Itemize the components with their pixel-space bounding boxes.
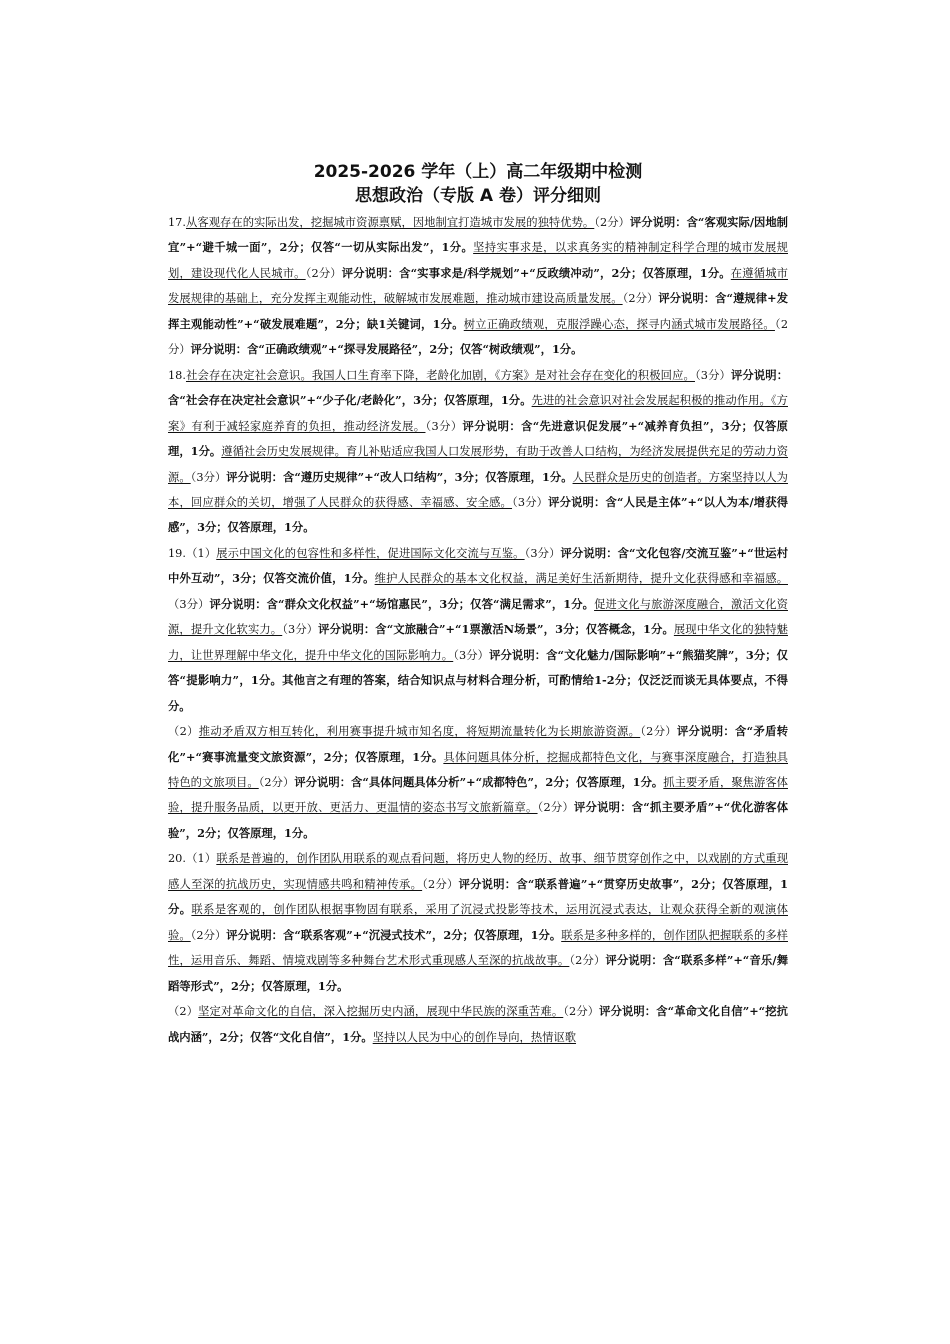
scoring-note: 评分说明：含“实事求是/科学规划”+“反政绩冲动”，2分；仅答原理，1分。 [341,265,731,280]
plain-text: （3分） [282,623,319,637]
scoring-note: 评分说明：含“革命文化自信”+“挖抗战内涵”，2分；仅答“文化自信”，1分。 [168,1004,788,1044]
answer-point: 坚持实事求是，以求真务实的精神制定科学合理的城市发展规划，建设现代化人民城市。 [168,241,788,280]
answer-point: 展现中华文化的独特魅力，让世界理解中华文化，提升中华文化的国际影响力。 [168,623,788,662]
answer-point: 在遵循城市发展规律的基础上，充分发挥主观能动性，破解城市发展难题，推动城市建设高质量发展。 [168,266,788,306]
plain-text: 18. [168,368,186,382]
answer-point: 人民群众是历史的创造者。方案坚持以人为本，回应群众的关切，增强了人民群众的获得感、幸福感、安全感。 [168,470,788,509]
plain-text: （3分） [694,368,731,382]
plain-text: （3分） [425,419,463,433]
plain-text: 17. [168,216,186,229]
document-page [168,160,788,1050]
plain-text: （2分） [305,266,342,280]
answer-point: 坚定对革命文化的自信，深入挖掘历史内涵，展现中华民族的深重苦难。 [198,1005,564,1019]
scoring-note: 评分说明：含“具体问题具体分析”+“成都特色”，2分；仅答原理，1分。 [294,774,664,789]
plain-text: （2） [168,1005,199,1019]
scoring-note: 评分说明：含“正确政绩观”+“探寻发展路径”，2分；仅答“树政绩观”，1分。 [190,342,583,357]
plain-text: （2分） [168,317,789,357]
scoring-note: 评分说明：含“群众文化权益”+“场馆惠民”，3分；仅答“满足需求”，1分。 [209,596,595,611]
question-paragraph [168,999,788,1050]
question-paragraph [168,363,788,541]
plain-text: （3分） [168,597,210,611]
scoring-note: 评分说明：含“客观实际/因地制宜”+“避千城一面”，2分；仅答“一切从实际出发”，1分。 [168,215,788,255]
scoring-note: 评分说明：含“文旅融合”+“1票激活N场景”，3分；仅答概念，1分。 [318,622,674,637]
scoring-note: 评分说明：含“人民是主体”+“以人为本/增获得感”，3分；仅答原理，1分。 [168,494,788,535]
plain-text: （3分） [453,648,490,662]
answer-point: 社会存在决定社会意识。我国人口生育率下降，老龄化加剧，《方案》是对社会存在变化的积极回应。 [185,368,695,382]
answer-point: 抓主要矛盾，聚焦游客体验，提升服务品质，以更开放、更活力、更温情的姿态书写文旅新篇章。 [168,775,788,815]
answer-point: 联系是客观的，创作团队根据事物固有联系，采用了沉浸式投影等技术，运用沉浸式表达，让观众获得全新的观演体验。 [168,903,788,942]
answer-point: 先进的社会意识对社会发展起积极的推动作用。 [531,394,771,408]
scoring-note: 评分说明：含“联系多样”+“音乐/舞蹈等形式”，2分；仅答原理，1分。 [168,953,788,993]
question-paragraph [168,846,788,999]
plain-text: （2分） [537,801,574,815]
plain-text: （2分） [190,928,227,942]
question-paragraph [168,541,788,719]
answer-point: 联系是普遍的，创作团队用联系的观点看问题，将历史人物的经历、故事、细节贯穿创作之中，以戏剧的方式重现感人至深的抗战历史，实现情感共鸣和精神传承。 [168,852,788,891]
scoring-note: 评分说明：含“联系普遍”+“贯穿历史故事”，2分；仅答原理，1分。 [168,876,788,917]
scoring-note: 评分说明：含“遵规律+发挥主观能动性”+“破发展难题”，2分；缺1关键词，1分。 [168,291,788,331]
answer-point: 展示中国文化的包容性和多样性，促进国际文化交流与互鉴。 [216,546,525,560]
plain-text: （3分） [190,470,227,484]
question-paragraph [168,719,788,846]
scoring-note: 评分说明：含“文化包容/交流互鉴”+“世运村中外互动”，3分；仅答交流价值，1分。 [168,545,788,586]
answer-point: 联系是多种多样的，创作团队把握联系的多样性，运用音乐、舞蹈、情境戏剧等多种舞台艺术形式重现感人至深的抗战故事。 [168,928,788,968]
title-line-1: 2025-2026 学年（上）高二年级期中检测 [313,162,643,182]
answer-point: 具体问题具体分析，挖掘成都特色文化，与赛事深度融合，打造独具特色的文旅项目。 [168,750,788,789]
scoring-note: 评分说明：含“矛盾转化”+“赛事流量变文旅资源”，2分；仅答原理，1分。 [168,724,788,764]
scoring-rules-body [168,210,788,1050]
plain-text: （2分） [569,954,606,968]
plain-text: （2分） [563,1005,600,1019]
answer-point: 树立正确政绩观，克服浮躁心态，探寻内涵式城市发展路径。 [463,317,775,331]
answer-point: 促进文化与旅游深度融合，激活文化资源，提升文化软实力。 [168,597,788,637]
scoring-note: 评分说明：含“文化魅力/国际影响”+“熊猫奖牌”，3分；仅答“提影响力”，1分。其他言之有理的答案，结合知识点与材料合理分析，可酌情给1-2分；仅泛泛而谈无具体要点，不得分。 [168,647,788,713]
answer-point: 遵循社会历史发展规律。育儿补贴适应我国人口发展形势，有助于改善人口结构，为经济发展提供充足的劳动力资源。 [168,445,788,484]
answer-point: 推动矛盾双方相互转化，利用赛事提升城市知名度，将短期流量转化为长期旅游资源。 [198,725,641,739]
plain-text: （2分） [622,292,659,306]
scoring-note: 评分说明：含“先进意识促发展”+“减养育负担”，3分；仅答原理，1分。 [168,418,788,459]
plain-text: （2分） [640,725,677,739]
plain-text: （2） [168,725,199,739]
plain-text: （3分） [524,546,561,560]
plain-text: （2分） [422,877,459,891]
scoring-note: 评分说明：含“社会存在决定社会意识”+“少子化/老龄化”，3分；仅答原理，1分。 [168,367,788,408]
plain-text: （2分） [594,216,630,229]
scoring-note: 评分说明：含“联系客观”+“沉浸式技术”，2分；仅答原理，1分。 [226,927,562,942]
answer-point: 从客观存在的实际出发，挖掘城市资源禀赋，因地制宜打造城市发展的独特优势。 [185,216,595,229]
answer-point: 坚持以人民为中心的创作导向，热情讴歌 [372,1030,577,1044]
plain-text: 19.（1） [168,546,217,560]
scoring-note: 评分说明：含“抓主要矛盾”+“优化游客体验”，2分；仅答原理，1分。 [168,800,788,840]
plain-text: （3分） [512,495,549,509]
plain-text: 20.（1） [168,852,217,866]
answer-point: 维护人民群众的基本文化权益，满足美好生活新期待，提升文化获得感和幸福感。 [374,572,788,586]
scoring-note: 评分说明：含“遵历史规律”+“改人口结构”，3分；仅答原理，1分。 [226,469,573,484]
answer-point: 《方案》有利于减轻家庭养育的负担，推动经济发展。 [168,394,788,433]
plain-text: （2分） [258,775,295,789]
document-title [168,160,788,208]
question-paragraph [168,210,788,363]
title-line-2: 思想政治（专版 A 卷）评分细则 [355,186,601,206]
